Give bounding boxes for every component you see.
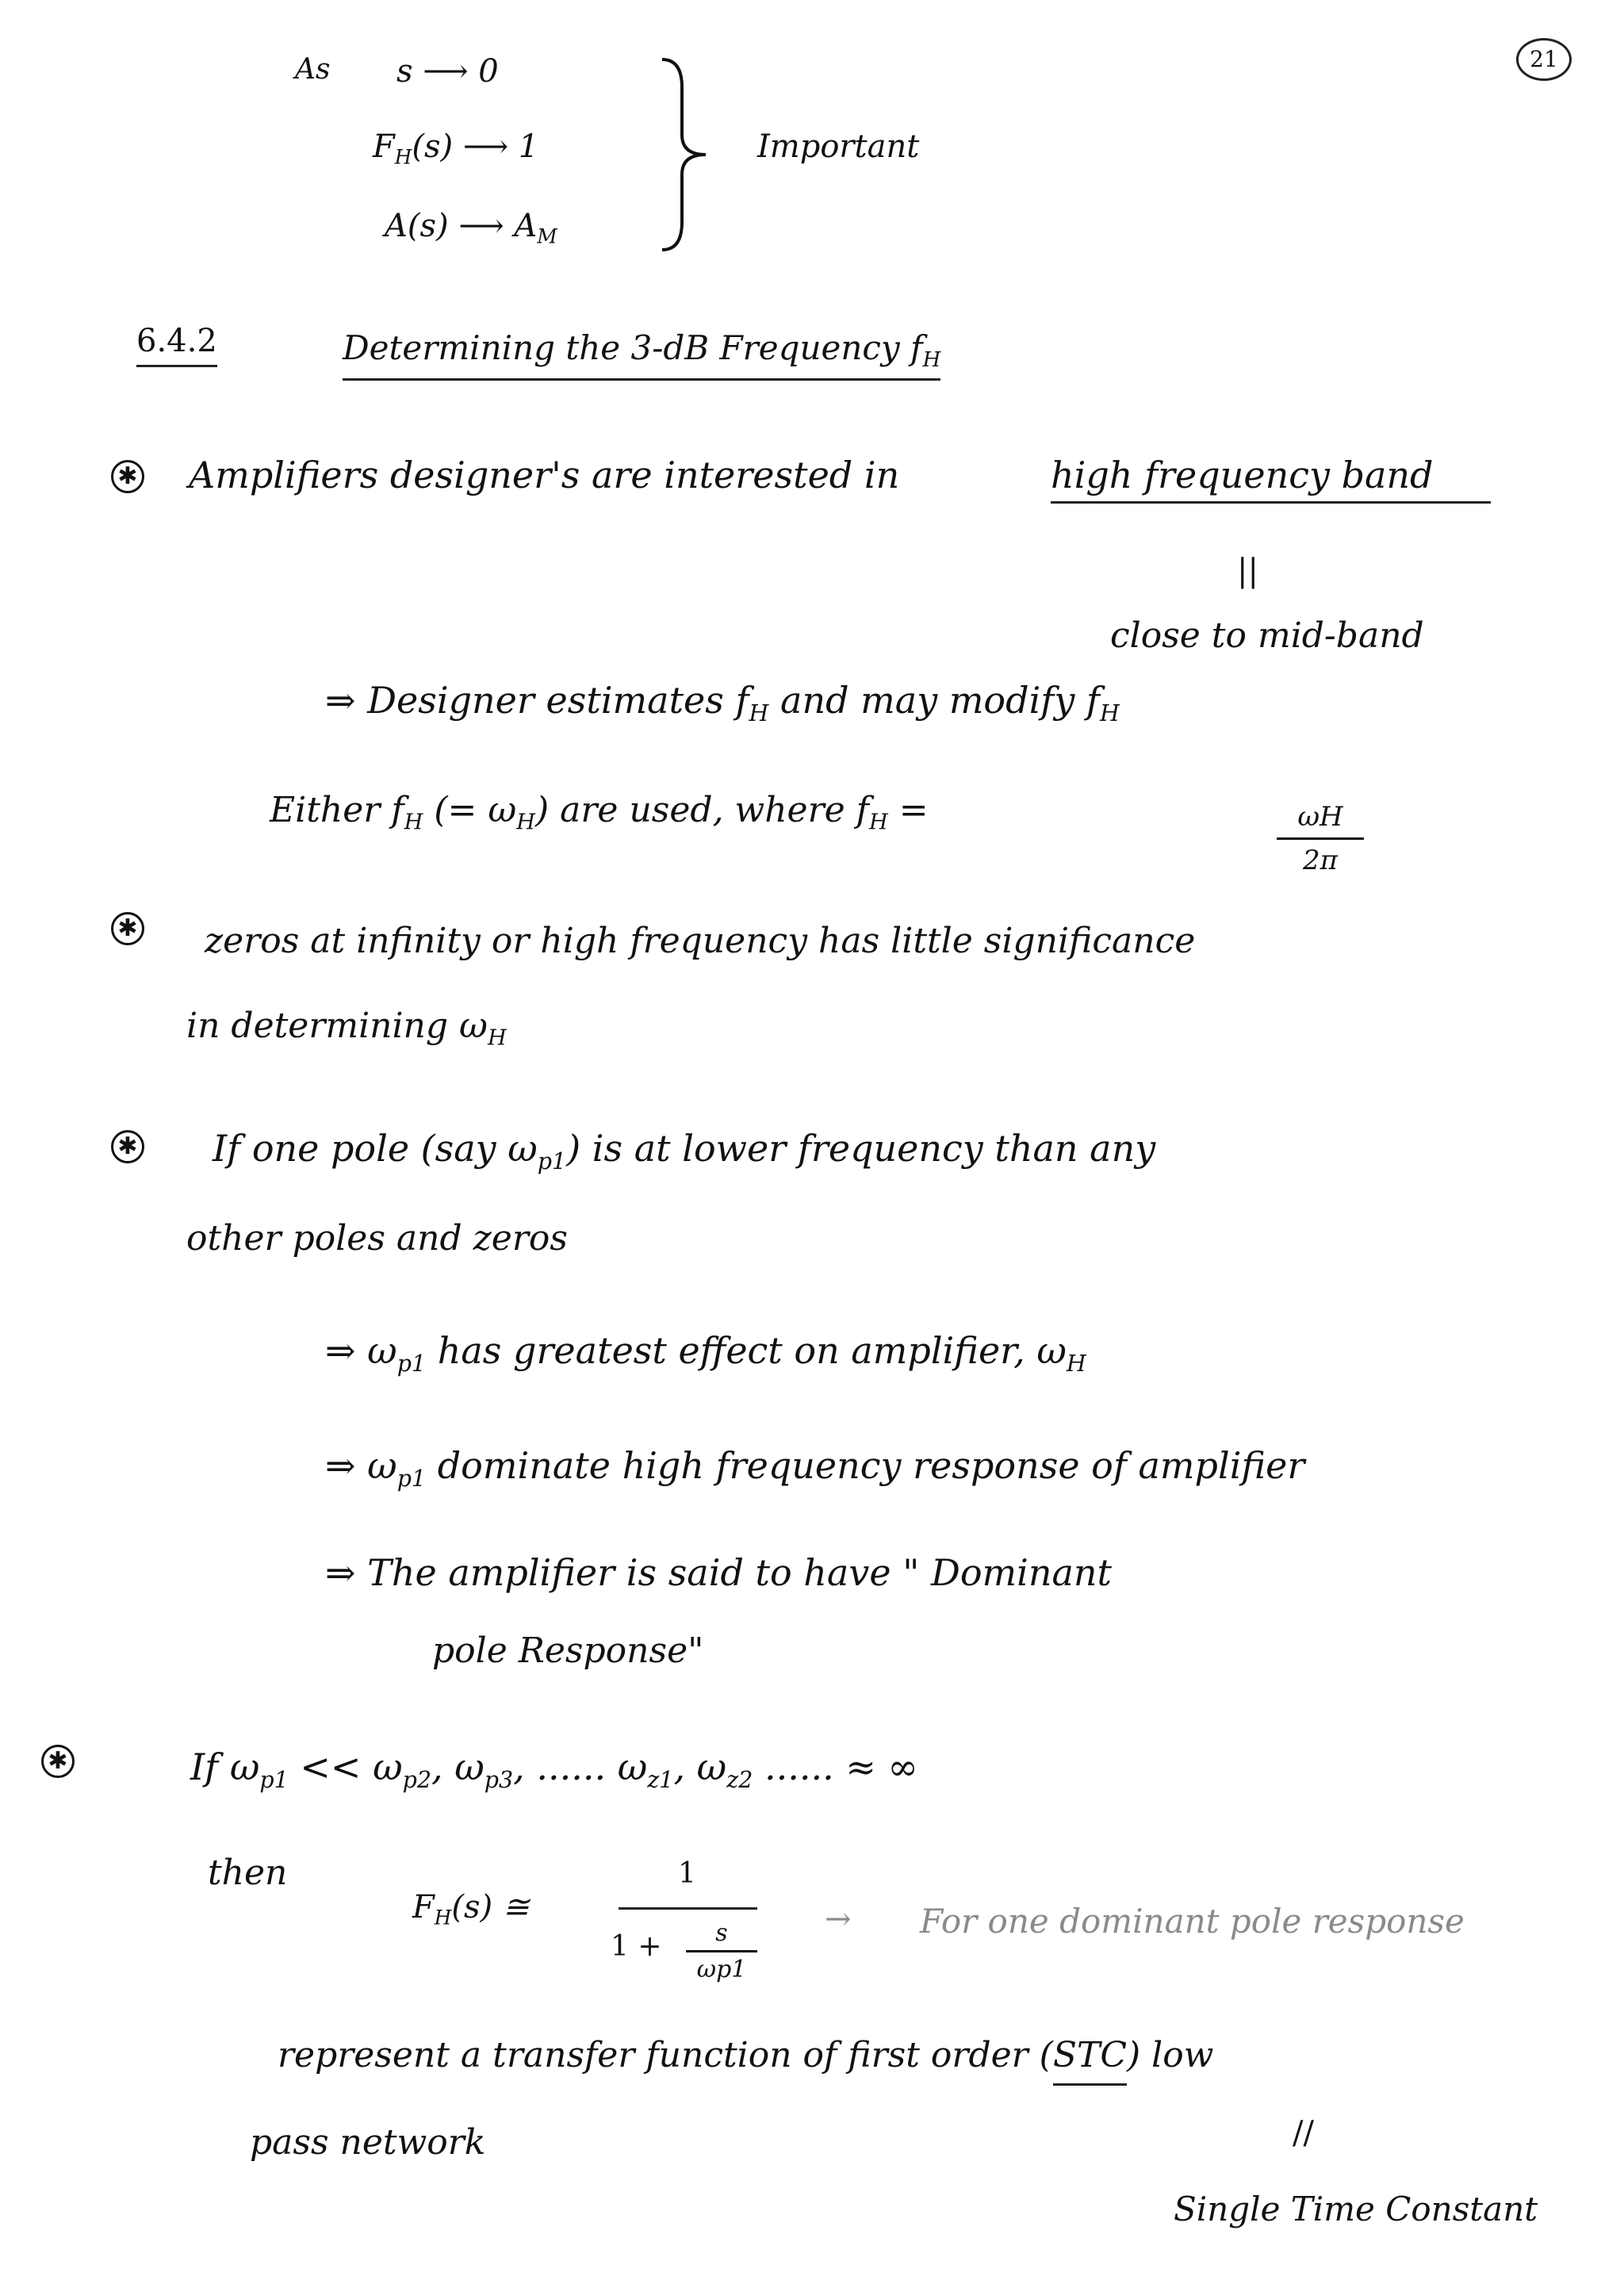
page-number: 21 — [1516, 38, 1572, 81]
designer-line: ⇒ Designer estimates $f_H$ and may modify $f_H$ — [325, 679, 1120, 726]
asterisk-bullet-icon: ✱ — [111, 460, 144, 493]
omega-over-2pi: $\frac{\omega H}{2\pi}$ — [1277, 801, 1364, 876]
section-title: Determining the 3-dB Frequency $f_H$ — [343, 331, 940, 381]
as-label: As — [295, 53, 331, 86]
implies-arrow-icon: ⇒ — [325, 1329, 356, 1372]
stc-equals-mark: // — [1293, 2115, 1314, 2152]
limit-line-1: s ⟶ 0 — [396, 53, 499, 90]
asterisk-bullet-icon: ✱ — [41, 1745, 75, 1778]
dominant-pole-note: For one dominant pole response — [920, 1902, 1465, 1941]
curly-brace-icon — [658, 56, 714, 254]
represent-line1: represent a transfer function of first order (STC) low — [278, 2038, 1213, 2073]
s-over-omega: $\frac{s}{\omega p1}$ — [686, 1919, 757, 1983]
bullet4-condition: If $\omega_{p1} << \omega_{p2}$, $\omega_{p3}$, ...... $\omega_{z1}$, $\omega_{z2}$ ...... ≈ ∞ — [190, 1745, 918, 1793]
equals-mark: || — [1237, 553, 1258, 589]
limit-line-3: A(s) ⟶ $A_M$ — [385, 208, 557, 248]
implies-arrow-icon: ⇒ — [325, 1444, 356, 1487]
important-label: Important — [757, 128, 920, 165]
represent-line2: pass network — [250, 2122, 486, 2163]
either-line: Either $f_H$ (= $\omega_H$) are used, where $f_H$ = — [270, 790, 929, 835]
implication-1: ⇒ $\omega_{p1}$ has greatest effect on amplifier, $\omega_H$ — [325, 1329, 1086, 1377]
fraction-bar — [619, 1907, 757, 1910]
transfer-denominator: 1 + — [611, 1930, 662, 1963]
transfer-numerator: 1 — [678, 1857, 696, 1890]
implication-2: ⇒ $\omega_{p1}$ dominate high frequency response of amplifier — [325, 1444, 1305, 1492]
stc-meaning: Single Time Constant — [1174, 2190, 1538, 2228]
asterisk-bullet-icon: ✱ — [111, 912, 144, 945]
midband-note: close to mid-band — [1110, 615, 1424, 656]
implies-arrow-icon: ⇒ — [325, 679, 356, 722]
implication-3-continued: pole Response" — [432, 1630, 704, 1671]
bullet3-line1: If one pole (say $\omega_{p1}$) is at lower frequency than any — [213, 1127, 1156, 1174]
bullet2-line1: zeros at infinity or high frequency has little significance — [205, 921, 1196, 961]
asterisk-bullet-icon: ✱ — [111, 1130, 144, 1163]
then-label: then — [208, 1853, 288, 1893]
bullet1-text: Amplifiers designer's are interested in — [189, 454, 900, 496]
transfer-lhs: $F_H(s)$ ≅ — [412, 1889, 530, 1929]
implies-arrow-icon: ⇒ — [325, 1551, 356, 1594]
limit-line-2: $F_H(s)$ ⟶ 1 — [373, 128, 539, 169]
section-number: 6.4.2 — [136, 325, 217, 367]
bullet3-line2: other poles and zeros — [186, 1218, 568, 1259]
bullet1-highlight: high frequency band — [1051, 457, 1491, 504]
implication-3: ⇒ The amplifier is said to have " Dominant — [325, 1551, 1113, 1594]
arrow-right-icon: → — [825, 1901, 852, 1937]
bullet2-line2: in determining $\omega_H$ — [186, 1006, 507, 1051]
